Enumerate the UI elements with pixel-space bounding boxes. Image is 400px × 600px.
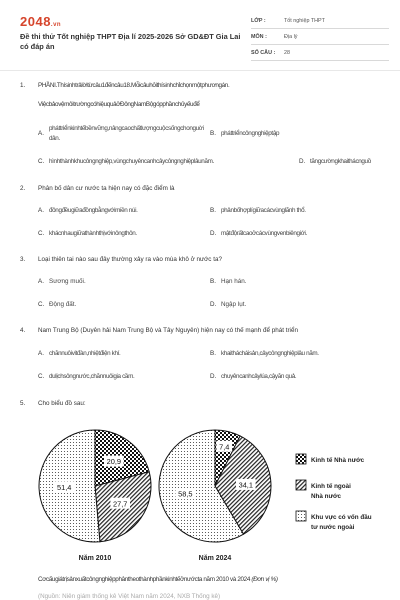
site-logo[interactable]: 2048.vn bbox=[20, 14, 62, 29]
legend-label: Khu vực có vốn đầu bbox=[311, 514, 372, 521]
pie-1 bbox=[159, 430, 271, 542]
pie-year-label: Năm 2010 bbox=[78, 555, 112, 562]
meta-row-class: LỚP : Tốt nghiệp THPT bbox=[251, 13, 389, 29]
pie-value-1-0-label: 7,4 bbox=[219, 442, 230, 452]
header bbox=[0, 0, 400, 66]
legend-label: tư nước ngoài bbox=[311, 524, 355, 531]
chart-caption: Cơcấugiátrịsảnxuấtcôngnghiệpphântheothànhphầnkinhtếởnướcta năm 2010 và 2024 (Đơn vị %) bbox=[38, 576, 278, 583]
pie-chart bbox=[0, 420, 400, 570]
legend-label: Kinh tế ngoài bbox=[311, 483, 351, 490]
meta-table bbox=[251, 13, 389, 61]
pie-value-0-2-label: 51,4 bbox=[57, 482, 72, 492]
header-divider bbox=[0, 70, 400, 71]
pie-value-1-1-label: 34,1 bbox=[238, 480, 253, 490]
legend-label: Nhà nước bbox=[311, 493, 342, 500]
legend-swatch bbox=[296, 454, 306, 464]
chart-source: (Nguồn: Niên giám thống kê Việt Nam năm 2024, NXB Thống kê) bbox=[38, 593, 221, 600]
pie-year-label: Năm 2024 bbox=[198, 555, 232, 562]
meta-row-count: SỐ CÂU : 28 bbox=[251, 45, 389, 61]
page: 2048.vn Đề thi thử Tốt nghiệp THPT Địa lí 2025-2026 Sở GD&ĐT Gia Lai có đáp án LỚP : Tốt nghiệp THPT MÔN : Địa lý SỐ CÂU : 28 1. PHẦNI.Thísinhtrảlờitừcâu1đếncâu18.Mỗicâuhỏithísinhchỉchọnmộtphươngán. ViệcbảovệmôitrườngcóhiệuquảởĐôngNamBộgópphầnchủyếuđể A. pháttriểnkinhtếbềnvững,nângcaochấtlượngcuộcsốngchonguời dân. B. pháttriểncôngnghiệptập C. hìnhthànhkhucôngnghiệp,vùngchuyêncanhcâycôngnghiệplâunăm. D. tăngcườngkhaithácnguồ 2. Phân bố dân cư nước ta hiện nay có đặc điểm là A. đôngđềugiữađồngbằngvớimiền núi. B. phânbốhợplígiữacácvùnglãnh thổ. C. khácnhaugiữathànhthịvớinôngthôn. D. mậtđộrấtcaoởcácvùngvenbiêngiới. 3. Loại thiên tai nào sau đây thường xảy ra vào mùa khô ở nước ta? A. Sương muối. B. Hạn hán. C. Động đất. D. Ngập lụt. 4. Nam Trung Bộ (Duyên hải Nam Trung Bộ và Tây Nguyên) hiện nay có thế mạnh để phát triển A. chănnuôivitđàn,nhiệtđiện khí. B. khaithácháisản,câycôngnghiệplâu năm. C. dulịchsôngnước,chănnuôigia cầm. D. chuyêncanhcâylúa,cậyăn quả. 5. Cho biểu đồ sau: 20,9 27,7 51,4 Năm 2010 7,4 34,1 58,5 Năm 2024 Kinh tế Nhà nước Kinh tế ngoài Nhà nước Khu vực có vốn đầu tư nước ngoài Cơcấugiátrịsảnxuấtcôngnghiệpphântheothànhphầnkinhtếởnướcta năm 2010 và 2024 (Đơn vị %) (Nguồn: Niên giám thống kê Việt Nam năm 2024, NXB Thống kê) bbox=[0, 0, 400, 600]
legend-swatch bbox=[296, 480, 306, 490]
document-title: Đề thi thử Tốt nghiệp THPT Địa lí 2025-2026 Sở GD&ĐT Gia Lai có đáp án bbox=[20, 32, 241, 51]
pie-value-0-0-label: 20,9 bbox=[106, 457, 121, 467]
meta-row-subject: MÔN : Địa lý bbox=[251, 29, 389, 45]
pie-value-1-2-label: 58,5 bbox=[178, 489, 193, 499]
legend-swatch bbox=[296, 511, 306, 521]
pie-value-0-1-label: 27,7 bbox=[113, 499, 128, 509]
pie-0 bbox=[39, 430, 151, 542]
legend-label: Kinh tế Nhà nước bbox=[311, 457, 365, 464]
